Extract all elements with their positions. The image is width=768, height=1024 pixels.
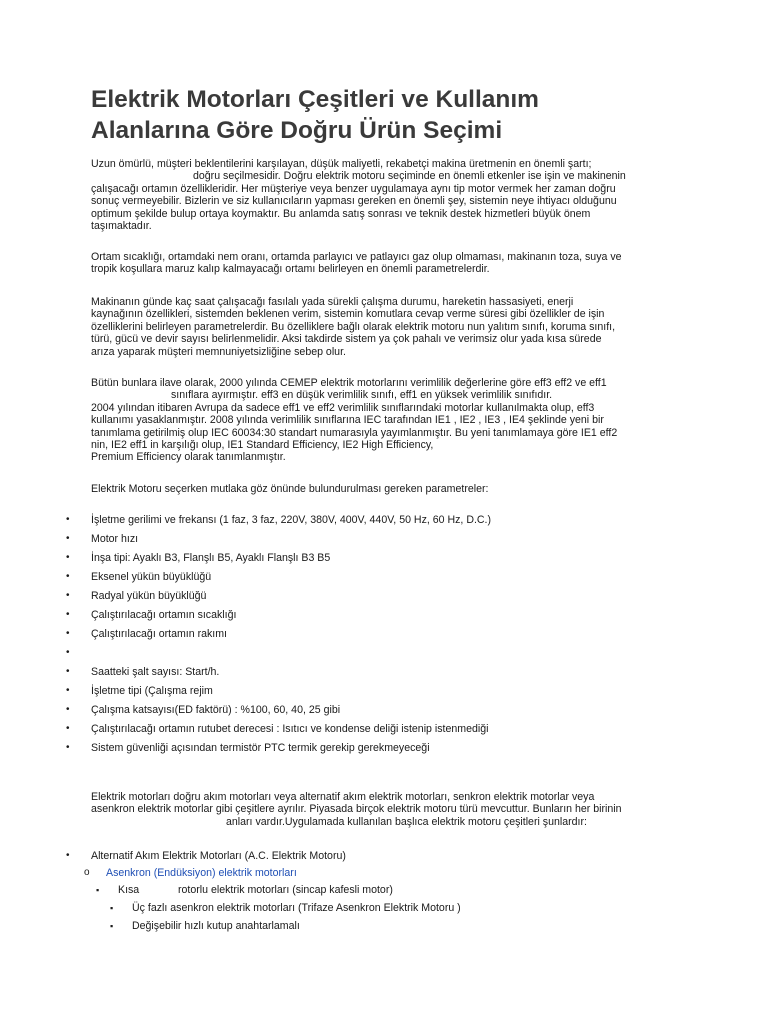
bullet-icon: • <box>66 514 70 525</box>
operation-paragraph <box>91 296 615 358</box>
text-line: Elektrik motorları doğru akım motorları veya alternatif akım elektrik motorları, senkron elektrik motorlar veya <box>91 791 595 803</box>
list-item-text: Sistem güvenliği açısından termistör PTC termik gerekip gerekmeyeceği <box>91 742 430 754</box>
bullet-icon: • <box>66 850 70 861</box>
text-line: kullanımı yasaklanmıştır. 2008 yılında verimlilik sınıflarına IEC tarafından IE1 , IE2 , IE3 , IE4 şeklinde yeni bir <box>91 414 604 427</box>
list-item-text: Çalıştırılacağı ortamın sıcaklığı <box>91 609 237 621</box>
title-line-2: Alanlarına Göre Doğru Ürün Seçimi <box>91 117 503 144</box>
text-line: çalışacağı ortamın özellikleridir. Her müşteriye veya benzer uygulamaya aynı tip motor vermek her zaman doğru <box>91 182 616 195</box>
text-line: asenkron elektrik motorlar gibi çeşitlere ayrılır. Piyasada birçok elektrik motoru türü mevcuttur. Bunların her birinin <box>91 803 622 816</box>
bullet-icon: • <box>66 666 70 677</box>
parameters-intro <box>91 483 488 495</box>
list-item-label: Kısa <box>118 884 140 896</box>
asenkron-motors-link[interactable]: Asenkron (Endüksiyon) elektrik motorları <box>106 867 297 879</box>
bullet-icon: • <box>66 685 70 696</box>
square-bullet-icon: ▪ <box>96 885 100 895</box>
list-item-text: Radyal yükün büyüklüğü <box>91 590 207 602</box>
text-line: arıza yaparak müşteri memnuniyetsizliğine sebep olur. <box>91 345 346 358</box>
text-line: doğru seçilmesidir. Doğru elektrik motoru seçiminde en önemli etkenler ise işin ve makinenin <box>193 170 626 183</box>
text-line: Bütün bunlara ilave olarak, 2000 yılında CEMEP elektrik motorlarını verimlilik değerlerine göre eff3 eff2 ve eff1 <box>91 377 607 389</box>
text-line: 2004 yılından itibaren Avrupa da sadece eff1 ve eff2 verimlilik sınıflarındaki motorlar kullanılmakta olup, eff3 <box>91 401 595 414</box>
circle-bullet-icon: o <box>84 867 90 878</box>
efficiency-paragraph <box>91 377 617 464</box>
bullet-icon: • <box>66 571 70 582</box>
environment-paragraph <box>91 251 622 276</box>
text-line: Makinanın günde kaç saat çalışacağı fasılalı yada sürekli çalışma durumu, hareketin hassasiyeti, enerji <box>91 296 574 308</box>
text-line: sonuç vermeyebilir. Bizlerin ve siz kullanıcıların yapması gereken en önemli şey, sistemin neye ihtiyacı olduğunu <box>91 195 617 208</box>
list-item-text: Motor hızı <box>91 533 139 545</box>
text-line: tropik koşullara maruz kalıp kalmayacağı ortamı belirleyen en önemli parametrelerdir. <box>91 263 490 276</box>
text-line: türü, gücü ve devir sayısı belirlenmelidir. Aksi takdirde sistem ya çok pahalı ve verimsiz olur yada kısa sürede <box>91 333 602 346</box>
bullet-icon: • <box>66 609 70 620</box>
bullet-icon: • <box>66 647 70 658</box>
list-item-text: Çalışma katsayısı(ED faktörü) : %100, 60, 40, 25 gibi <box>91 704 341 716</box>
bullet-icon: • <box>66 723 70 734</box>
bullet-icon: • <box>66 628 70 639</box>
list-item-text: İşletme tipi (Çalışma rejim <box>91 685 213 697</box>
text-line: Elektrik Motoru seçerken mutlaka göz önünde bulundurulması gereken parametreler: <box>91 483 489 495</box>
list-item-text: İşletme gerilimi ve frekansı (1 faz, 3 faz, 220V, 380V, 400V, 440V, 50 Hz, 60 Hz, D.C.) <box>91 514 492 526</box>
motor-types-paragraph <box>91 791 622 828</box>
page-title <box>91 84 711 146</box>
square-bullet-icon: ▪ <box>110 903 114 913</box>
text-line: nin, IE2 eff1 in karşılığı olup, IE1 Standard Efficiency, IE2 High Efficiency, <box>91 439 434 452</box>
intro-paragraph <box>91 158 626 232</box>
text-line: Ortam sıcaklığı, ortamdaki nem oranı, ortamda parlayıcı ve patlayıcı gaz olup olmaması, makinanın toza, suya ve <box>91 251 622 263</box>
bullet-icon: • <box>66 590 70 601</box>
bullet-icon: • <box>66 533 70 544</box>
text-line: anları vardır.Uygulamada kullanılan başlıca elektrik motoru çeşitleri şunlardır: <box>226 815 587 828</box>
list-item-text: Saatteki şalt sayısı: Start/h. <box>91 666 220 678</box>
text-line: Premium Efficiency olarak tanımlanmıştır. <box>91 451 286 464</box>
text-line: sınıflara ayırmıştır. eff3 en düşük verimlilik sınıfı, eff1 en yüksek verimlilik sınıfıdır. <box>171 389 553 402</box>
bullet-icon: • <box>66 704 70 715</box>
bullet-icon: • <box>66 742 70 753</box>
title-line-1: Elektrik Motorları Çeşitleri ve Kullanım <box>91 86 539 113</box>
text-line: kaynağının özellikleri, sistemden beklenen verim, sistemin komutlara cevap verme süresi gibi özellikler de işin <box>91 308 605 321</box>
list-item-text: İnşa tipi: Ayaklı B3, Flanşlı B5, Ayaklı Flanşlı B3 B5 <box>91 552 331 564</box>
text-line: taşımaktadır. <box>91 220 152 233</box>
text-line: optimum şekilde bulup ortaya koymaktır. Bu anlamda satış sonrası ve teknik destek hizmetleri büyük önem <box>91 207 591 220</box>
list-item-text: rotorlu elektrik motorları (sincap kafesli motor) <box>178 884 393 896</box>
list-item-text: Çalıştırılacağı ortamın rutubet derecesi : Isıtıcı ve kondense deliği istenip istenmediği <box>91 723 489 735</box>
list-item-text: Değişebilir hızlı kutup anahtarlamalı <box>132 920 300 932</box>
text-line: tanımlama getirilmiş olup IEC 60034:30 standart numarasıyla yayımlanmıştır. Bu yeni tanımlamaya göre IE1 eff2 <box>91 426 618 439</box>
text-line: özelliklerini belirleyen parametrelerdir. Bu özelliklere bağlı olarak elektrik motoru nun yalıtım sınıfı, koruma sınıfı, <box>91 320 616 333</box>
text-line: Uzun ömürlü, müşteri beklentilerini karşılayan, düşük maliyetli, rekabetçi makina üretmenin en önemli şartı; <box>91 158 592 170</box>
list-item-text: Üç fazlı asenkron elektrik motorları (Trifaze Asenkron Elektrik Motoru ) <box>132 902 461 914</box>
list-item-text: Çalıştırılacağı ortamın rakımı <box>91 628 227 640</box>
list-item-text: Alternatif Akım Elektrik Motorları (A.C. Elektrik Motoru) <box>91 850 346 862</box>
square-bullet-icon: ▪ <box>110 921 114 931</box>
list-item-text: Eksenel yükün büyüklüğü <box>91 571 212 583</box>
bullet-icon: • <box>66 552 70 563</box>
